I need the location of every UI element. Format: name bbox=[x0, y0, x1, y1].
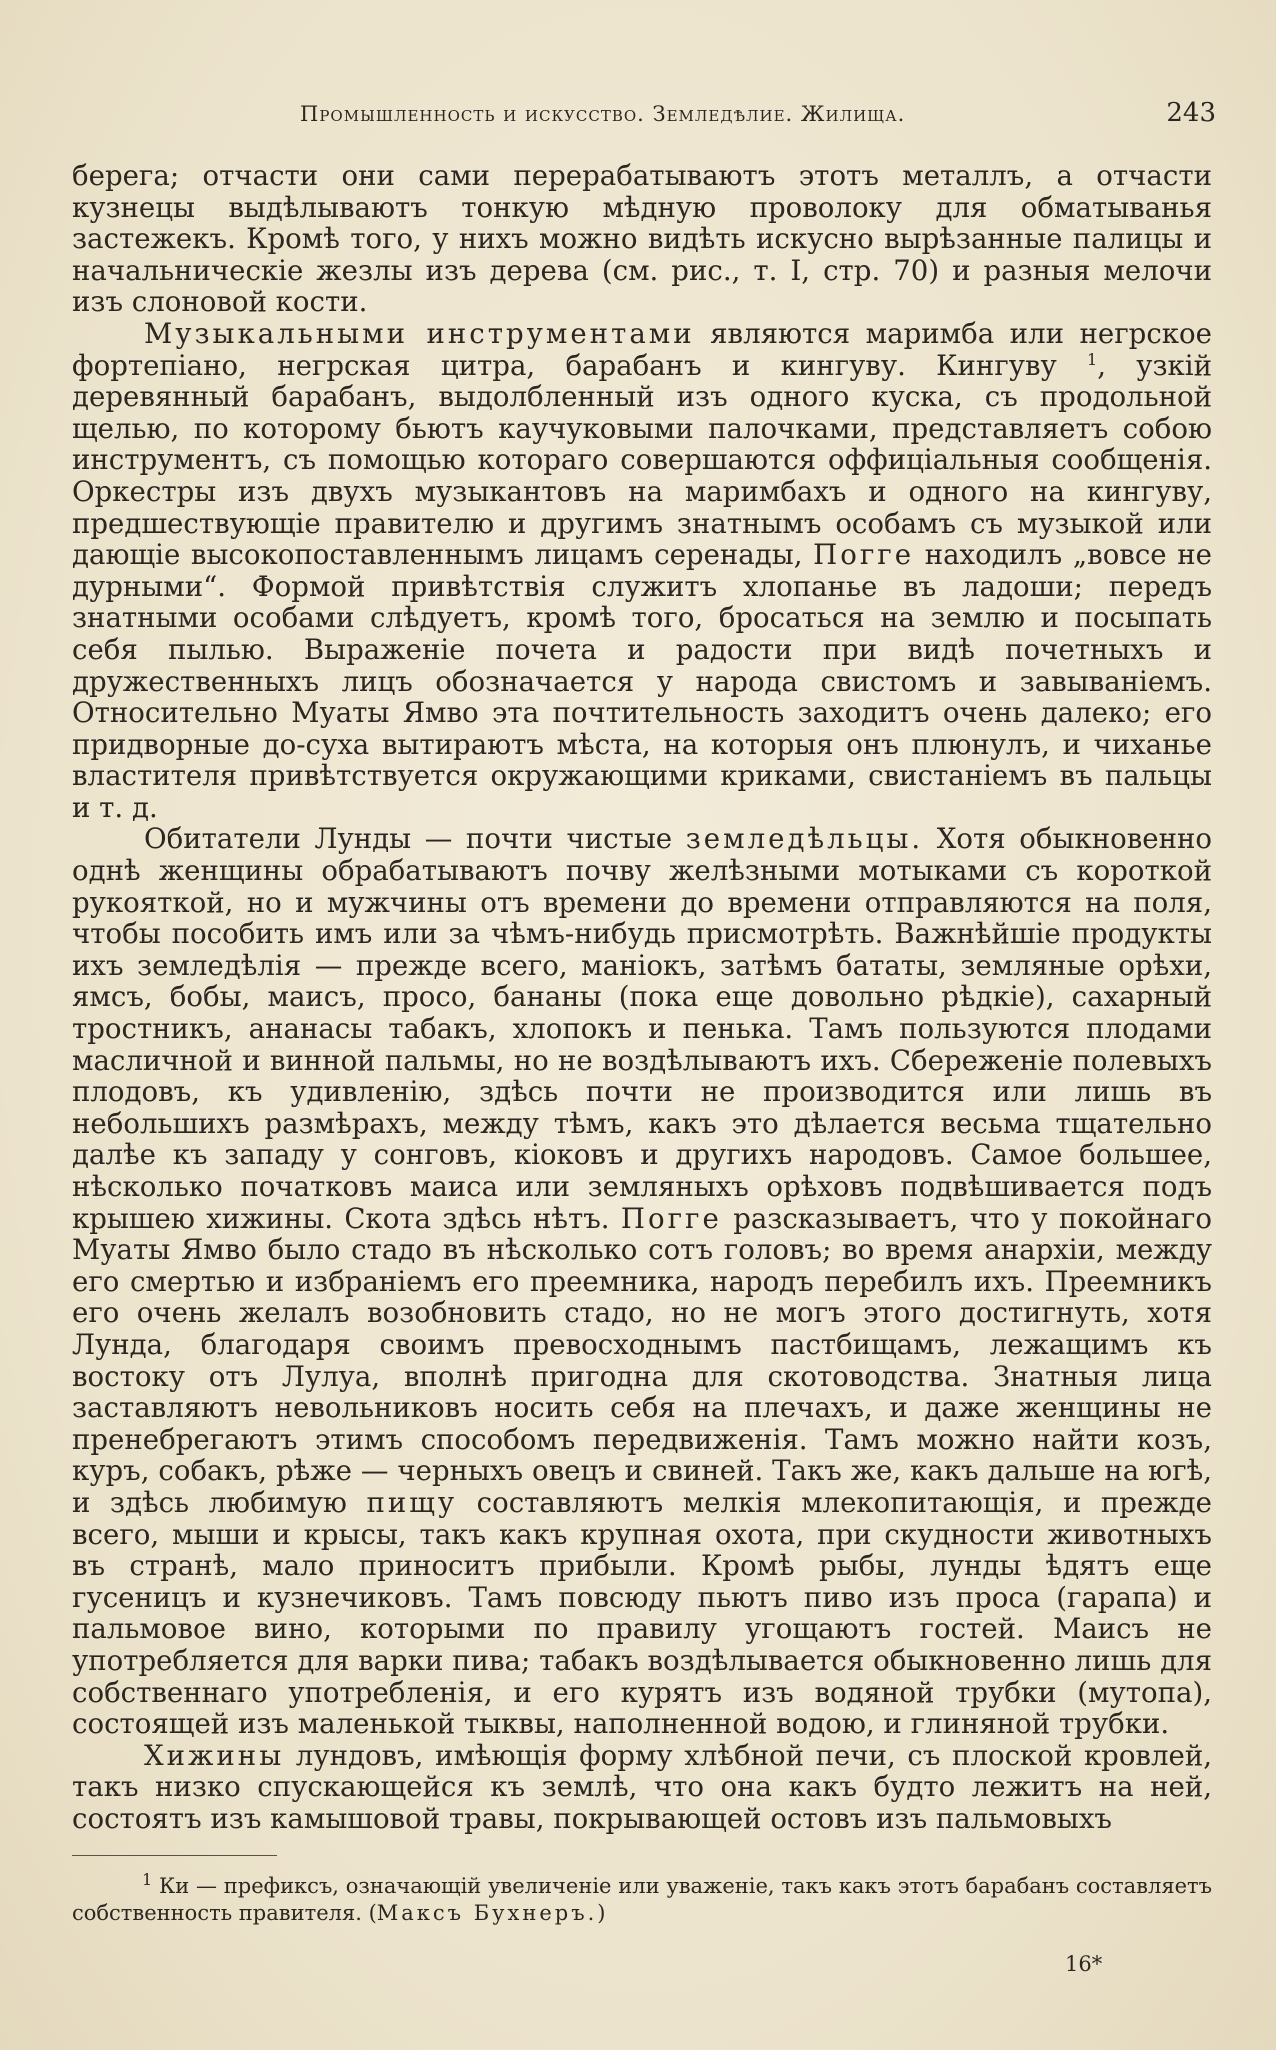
body-paragraph bbox=[72, 823, 1212, 1739]
page-header bbox=[60, 98, 1216, 138]
text-run: находилъ „вовсе не дурными“. Формой привѣтствія служитъ хлопанье въ ладоши; передъ знатными особами слѣдуетъ, кромѣ того, бросаться на землю и посыпать себя пылью. Выраженіе почета и радости при видѣ почетныхъ и дружественныхъ лицъ обозначается у народа свистомъ и завываніемъ. Относительно Муаты Ямво эта почтительность заходитъ очень далеко; его придворные до-суха вытираютъ мѣста, на которыя онъ плюнулъ, и чиханье властителя привѣтствуется окружающими криками, свистаніемъ въ пальцы и т. д. bbox=[72, 538, 1213, 824]
footnote bbox=[72, 1870, 1212, 1927]
body-paragraph bbox=[72, 318, 1212, 824]
text-run: берега; отчасти они сами перерабатываютъ этотъ металлъ, а отчасти кузнецы выдѣлываютъ тонкую мѣдную проволоку для обматыванья застежекъ. Кромѣ того, у нихъ можно видѣть искусно вырѣзанные палицы и начальническіе жезлы изъ дерева (см. рис., т. I, стр. 70) и разныя мелочи изъ слоновой кости. bbox=[72, 159, 1212, 319]
footnote-text-before: Ки — префиксъ, означающій увеличеніе или уваженіе, такъ какъ этотъ барабанъ составляетъ собственность правителя. ( bbox=[72, 1874, 1212, 1925]
footnote-rule bbox=[72, 1855, 277, 1856]
page-number: 243 bbox=[1166, 98, 1216, 128]
spaced-emphasis: Погге bbox=[620, 1201, 722, 1235]
text-run: Обитатели Лунды — почти чистые bbox=[144, 822, 686, 856]
text-run: разсказываетъ, что у покойнаго Муаты Ямво было стадо въ нѣсколько сотъ головъ; во время анархіи, между его смертью и избраніемъ его преемника, народъ перебилъ ихъ. Преемникъ его очень желалъ возобновить стадо, но не могъ этого достигнуть, хотя Лунда, благодаря своимъ превосходнымъ пастбищамъ, лежащимъ къ востоку отъ Лулуа, вполнѣ пригодна для скотоводства. Знатныя лица заставляютъ невольниковъ носить себя на плечахъ, и даже женщины не пренебрегаютъ этимъ способомъ передвиженія. Тамъ можно найти козъ, куръ, собакъ, рѣже — черныхъ овецъ и свиней. Такъ же, какъ дальше на югѣ, и здѣсь любимую bbox=[72, 1201, 1212, 1519]
text-run: составляютъ мелкія млекопитающія, и прежде всего, мыши и крысы, такъ какъ крупная охота, при скудности животныхъ въ странѣ, мало приноситъ прибыли. Кромѣ рыбы, лунды ѣдятъ еще гусеницъ и кузнечиковъ. Тамъ повсюду пьютъ пиво изъ проса (гарапа) и пальмовое вино, которыми по правилу угощаютъ гостей. Маисъ не употребляется для варки пива; табакъ воздѣлывается обыкновенно лишь для собственнаго употребленія, и его курятъ изъ водяной трубки (мутопа), состоящей изъ маленькой тыквы, наполненной водою, и глиняной трубки. bbox=[72, 1485, 1212, 1741]
signature-mark: 16* bbox=[1065, 1952, 1103, 1976]
text-run: Хотя обыкновенно однѣ женщины обрабатываютъ почву желѣзными мотыками съ короткой рукояткой, но и мужчины отъ времени до времени отправляются на поля, чтобы пособить имъ или за чѣмъ-нибудь присмотрѣть. Важнѣйшіе продукты ихъ земледѣлія — прежде всего, маніокъ, затѣмъ бататы, земляные орѣхи, ямсъ, бобы, маисъ, просо, бананы (пока еще довольно рѣдкіе), сахарный тростникъ, ананасы табакъ, хлопокъ и пенька. Тамъ пользуются плодами масличной и винной пальмы, но не воздѣлываютъ ихъ. Сбереженіе полевыхъ плодовъ, къ удивленію, здѣсь почти не производится или лишь въ небольшихъ размѣрахъ, между тѣмъ, какъ это дѣлается весьма тщательно далѣе къ западу у сонговъ, кіоковъ и другихъ народовъ. Самое большее, нѣсколько початковъ маиса или земляныхъ орѣховъ подвѣшивается подъ крышею хижины. Скота здѣсь нѣтъ. bbox=[72, 822, 1213, 1235]
footnote-reference: 1 bbox=[1087, 349, 1098, 369]
spaced-emphasis: пищу bbox=[366, 1485, 458, 1519]
footnote-text-after: ) bbox=[597, 1901, 606, 1925]
body-text bbox=[72, 160, 1212, 1834]
text-run: являются маримба или негрское фортепіано, негрская цитра, барабанъ и кингуву. Кингуву bbox=[72, 316, 1212, 382]
footnote-author: Максъ Бухнеръ. bbox=[376, 1901, 598, 1925]
spaced-emphasis: Музыкальными инструментами bbox=[144, 316, 695, 350]
spaced-emphasis: земледѣльцы. bbox=[685, 822, 924, 856]
text-run: , узкій деревянный барабанъ, выдолбленный изъ одного куска, съ продольной щелью, по которому бьютъ каучуковыми палочками, представляетъ собою инструментъ, съ помощью котораго совершаются оффиціальныя сообщенія. Оркестры изъ двухъ музыкантовъ на маримбахъ и одного на кингуву, предшествующіе правителю и другимъ знатнымъ особамъ съ музыкой или дающіе высокопоставленнымъ лицамъ серенады, bbox=[72, 348, 1213, 572]
spaced-emphasis: Погге bbox=[813, 538, 915, 572]
body-paragraph bbox=[72, 160, 1212, 318]
spaced-emphasis: Хижины bbox=[144, 1738, 285, 1772]
running-head: Промышленность и искусство. Земледѣлие. Жилища. bbox=[300, 102, 906, 126]
footnote-marker: 1 bbox=[142, 1870, 153, 1889]
body-paragraph bbox=[72, 1740, 1212, 1835]
footnote-paragraph bbox=[72, 1870, 1212, 1927]
text-run: лундовъ, имѣющія форму хлѣбной печи, съ плоской кровлей, такъ низко спускающейся къ землѣ, что она какъ будто лежитъ на ней, состоятъ изъ камышовой травы, покрывающей остовъ изъ пальмовыхъ bbox=[72, 1738, 1212, 1835]
